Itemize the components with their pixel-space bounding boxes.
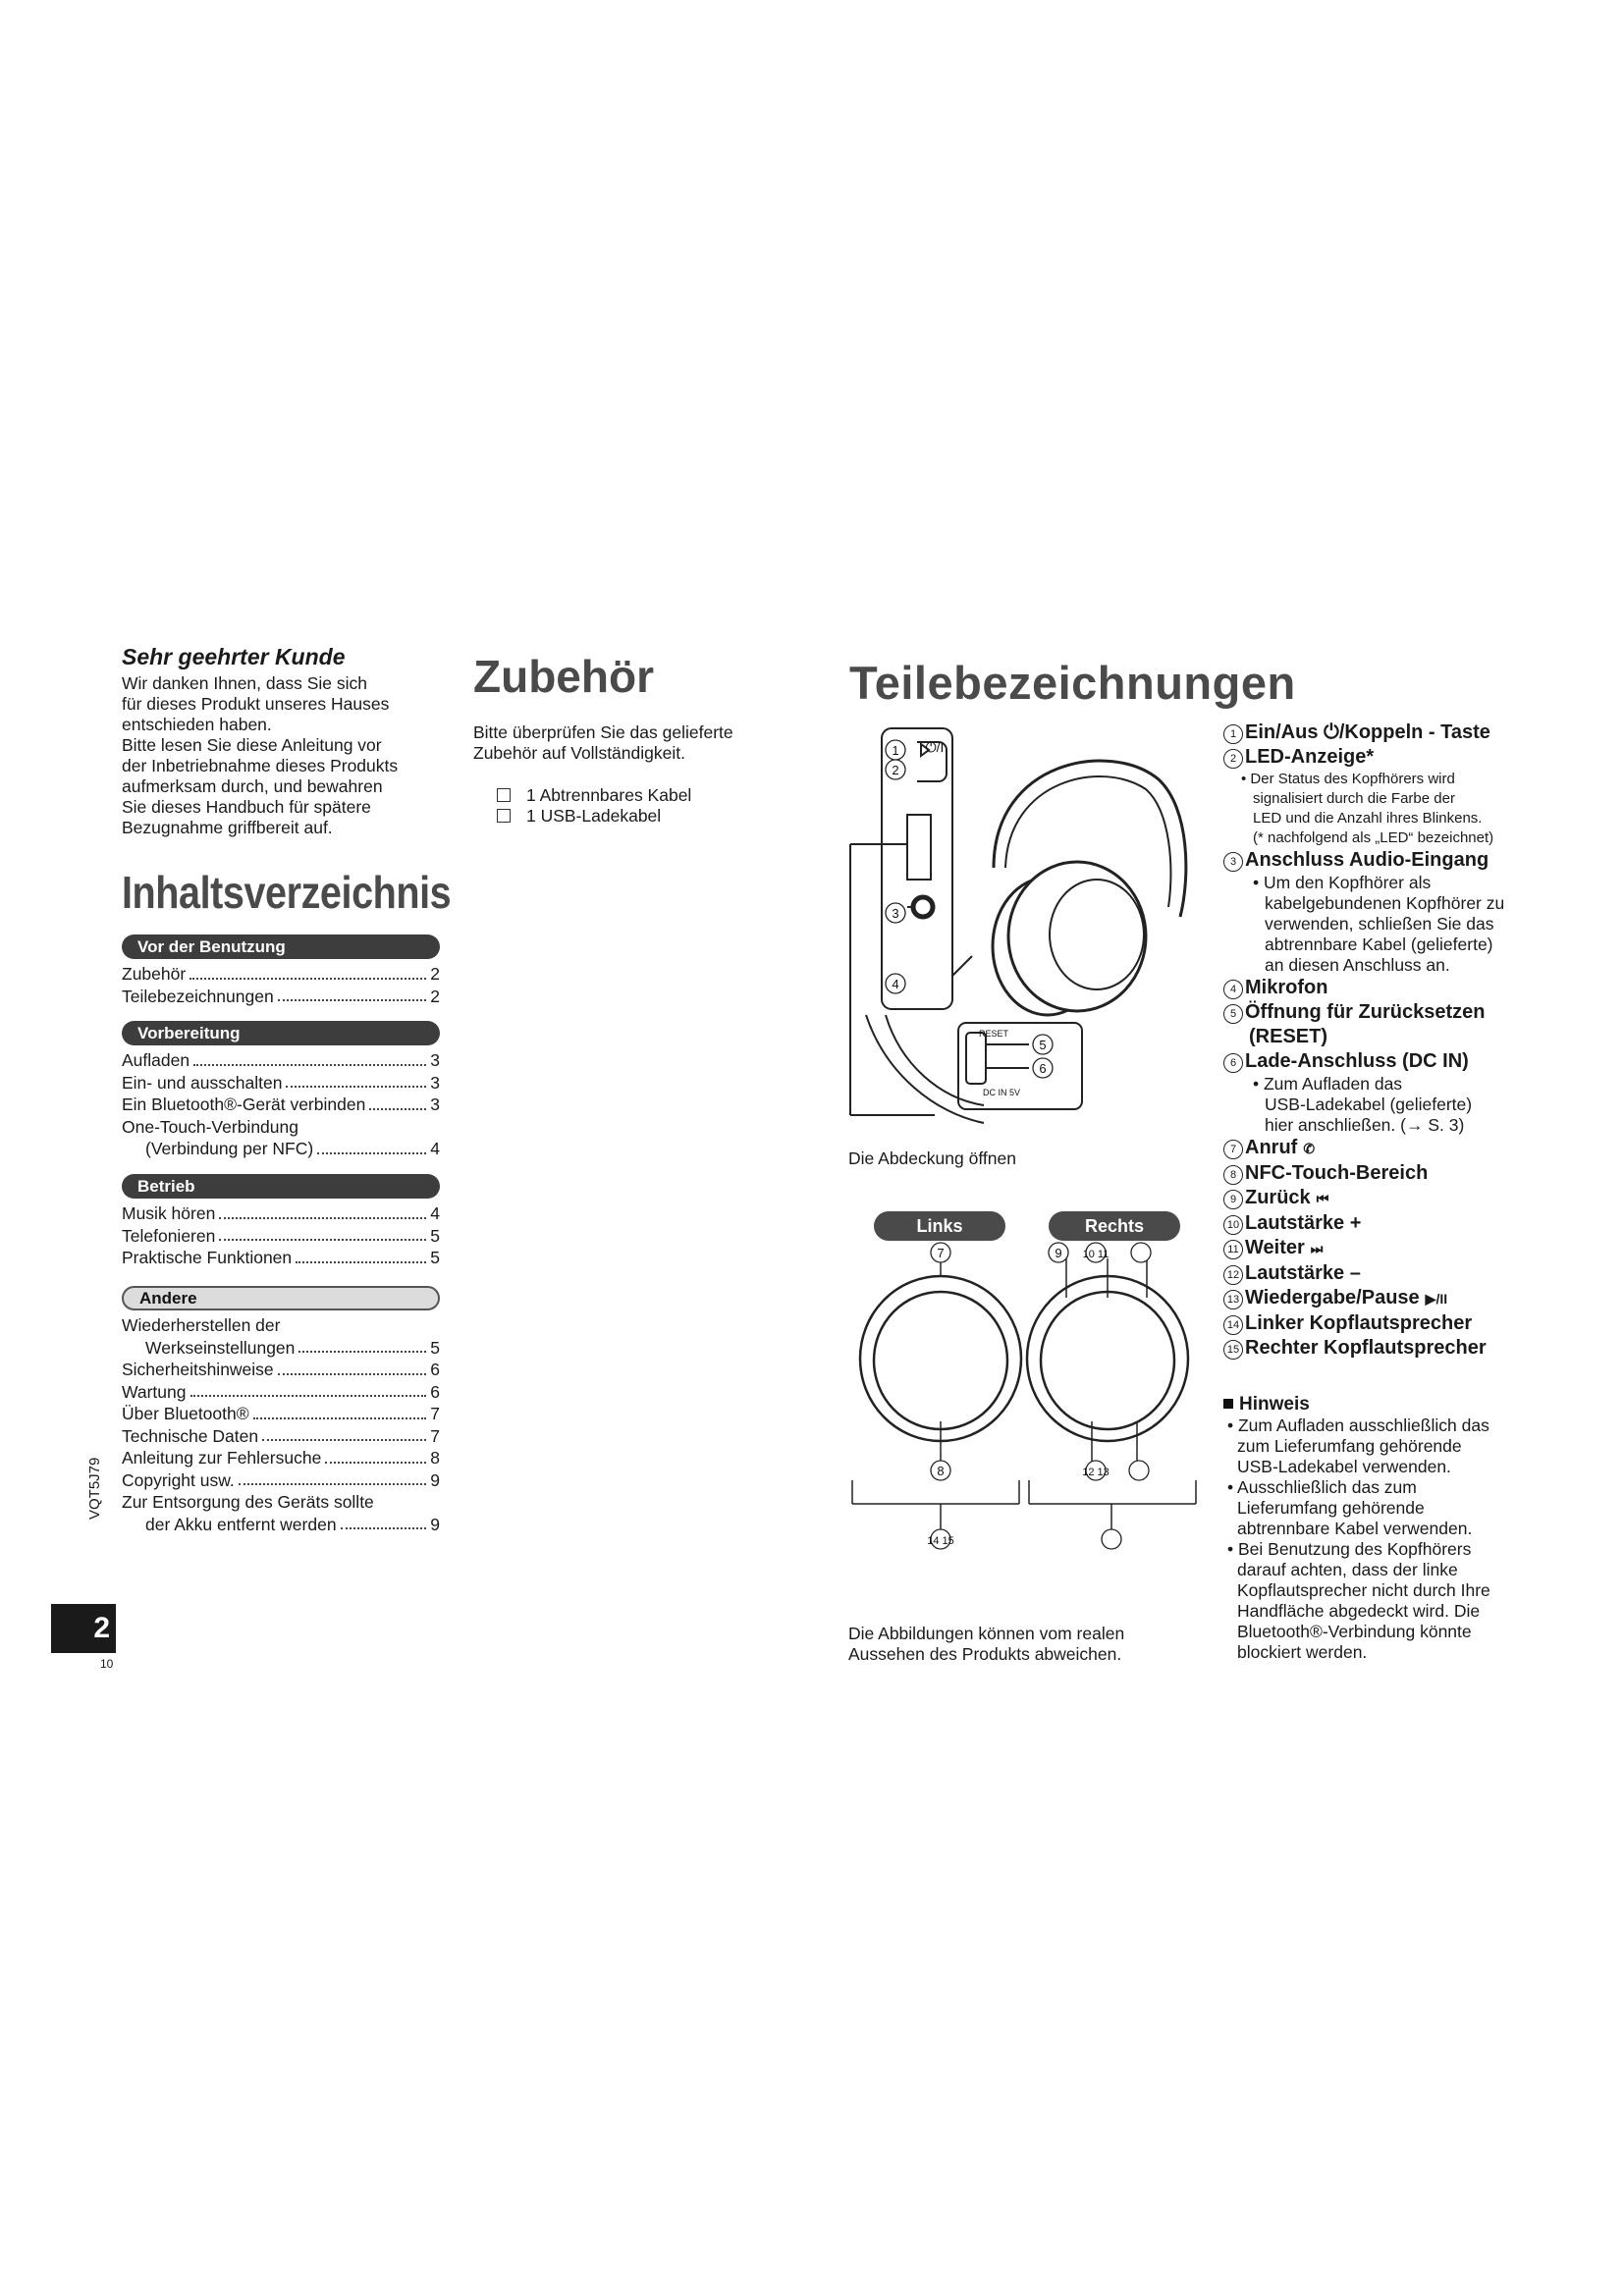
toc-entry[interactable]: One-Touch-Verbindung <box>122 1116 298 1137</box>
toc-section-vorbereitung <box>122 1021 440 1160</box>
hinweis-item: • Bei Benutzung des Kopfhörers darauf achten, dass der linke Kopflautsprecher nicht durch Ihre Handfläche abgedeckt wird. Die Bluetooth®-Verbindung könnte blockiert werden. <box>1227 1539 1490 1662</box>
label-rechts: Rechts <box>1049 1211 1180 1241</box>
toc-entry[interactable]: Werkseinstellungen 5 <box>145 1337 440 1358</box>
toc-entry[interactable]: der Akku entfernt werden 9 <box>145 1514 440 1534</box>
note-audio: • Um den Kopfhörer als kabelgebundenen Kopfhörer zu verwenden, schließen Sie das abtrennbare Kabel (gelieferte) an diesen Anschluss an. <box>1253 873 1505 975</box>
previous-icon: ⏮ <box>1316 1191 1329 1206</box>
toc-entry[interactable]: Ein Bluetooth®-Gerät verbinden 3 <box>122 1095 440 1114</box>
callout-5: 5 <box>1039 1038 1047 1052</box>
phone-icon: ✆ <box>1303 1141 1316 1156</box>
part-item-3: 3 Anschluss Audio-Eingang <box>1223 848 1528 873</box>
toc-section-header: Andere <box>122 1286 440 1310</box>
toc-entry[interactable]: Ein- und ausschalten 3 <box>122 1072 440 1093</box>
toc-section-header: Vor der Benutzung <box>122 934 440 959</box>
part-item-14: 14 Linker Kopflautsprecher <box>1223 1311 1528 1336</box>
toc-entry[interactable]: Zur Entsorgung des Geräts sollte <box>122 1492 374 1512</box>
callout-3: 3 <box>892 906 899 921</box>
part-item-13: 13 Wiedergabe/Pause ▶/II <box>1223 1286 1528 1311</box>
toc-entry[interactable]: Anleitung zur Fehlersuche 8 <box>122 1448 440 1468</box>
part-item-5-cont: (RESET) <box>1249 1026 1327 1047</box>
part-item-4: 4 Mikrofon <box>1223 976 1528 1000</box>
label-links: Links <box>874 1211 1005 1241</box>
part-item-12: 12 Lautstärke – <box>1223 1261 1528 1286</box>
callout-6: 6 <box>1039 1061 1047 1076</box>
toc-entry[interactable]: Praktische Funktionen 5 <box>122 1248 440 1267</box>
checkbox-icon <box>497 788 511 802</box>
toc-section-vor-der-benutzung <box>122 934 440 1007</box>
toc-entry[interactable]: (Verbindung per NFC) 4 <box>145 1139 440 1158</box>
parts-list <box>1223 721 1528 1361</box>
reset-label: RESET <box>978 1029 1009 1039</box>
toc-section-andere <box>122 1286 440 1535</box>
power-label: ⏻/I <box>925 739 945 755</box>
part-item-11: 11 Weiter ⏭ <box>1223 1236 1528 1261</box>
toc-entry[interactable]: Sicherheitshinweise 6 <box>122 1360 440 1379</box>
teile-title: Teilebezeichnungen <box>849 657 1296 709</box>
list-item: 1 Abtrennbares Kabel <box>497 785 691 806</box>
part-item-10: 10 Lautstärke + <box>1223 1211 1528 1236</box>
zubehoer-list <box>497 785 691 827</box>
toc-section-header: Betrieb <box>122 1174 440 1199</box>
hinweis-item: • Zum Aufladen ausschließlich das zum Lieferumfang gehörende USB-Ladekabel verwenden. <box>1227 1415 1489 1476</box>
callout-4: 4 <box>892 977 899 991</box>
part-item-2: 2 LED-Anzeige* <box>1223 745 1528 770</box>
toc-entry[interactable]: Wiederherstellen der <box>122 1315 281 1335</box>
caption-cover: Die Abdeckung öffnen <box>848 1148 1016 1168</box>
page-number: 2 <box>51 1604 116 1653</box>
callout-10-11: 10 11 <box>1082 1249 1110 1260</box>
part-item-1: 1 Ein/Aus ⏻/Koppeln - Taste <box>1223 721 1528 745</box>
callout-9: 9 <box>1055 1246 1062 1260</box>
toc-entry[interactable]: Wartung 6 <box>122 1381 440 1402</box>
next-icon: ⏭ <box>1310 1241 1324 1256</box>
hinweis-title: Hinweis <box>1223 1394 1528 1415</box>
callout-2: 2 <box>892 763 899 777</box>
part-item-5: 5 Öffnung für Zurücksetzen <box>1223 1000 1528 1025</box>
callout-7: 7 <box>937 1246 945 1260</box>
part-item-7: 7 Anruf ✆ <box>1223 1136 1528 1161</box>
callout-14-15: 14 15 <box>927 1535 954 1547</box>
toc-section-betrieb <box>122 1174 440 1269</box>
dcin-label: DC IN 5V <box>982 1088 1021 1097</box>
list-item: 1 USB-Ladekabel <box>497 806 691 827</box>
toc-entry[interactable]: Musik hören 4 <box>122 1203 440 1223</box>
sub-page-number: 10 <box>100 1657 114 1671</box>
callout-1: 1 <box>892 743 899 758</box>
toc-entry[interactable]: Technische Daten 7 <box>122 1425 440 1446</box>
caption-bottom: Die Abbildungen können vom realen Aussehen des Produkts abweichen. <box>848 1624 1125 1664</box>
zubehoer-title: Zubehör <box>473 651 654 702</box>
checkbox-icon <box>497 809 511 823</box>
earcup-front-diagram <box>846 1239 1200 1563</box>
part-item-6: 6 Lade-Anschluss (DC IN) <box>1223 1049 1528 1074</box>
document-code: VQT5J79 <box>86 1457 103 1520</box>
zubehoer-body: Bitte überprüfen Sie das gelieferte Zubehör auf Vollständigkeit. <box>473 722 733 763</box>
part-item-9: 9 Zurück ⏮ <box>1223 1186 1528 1211</box>
part-item-8: 8 NFC-Touch-Bereich <box>1223 1161 1528 1186</box>
callout-12-13: 12 13 <box>1082 1467 1110 1478</box>
part-item-15: 15 Rechter Kopflautsprecher <box>1223 1336 1528 1361</box>
hinweis-section <box>1223 1394 1528 1663</box>
toc-entry[interactable]: Telefonieren 5 <box>122 1225 440 1246</box>
toc-title: Inhaltsverzeichnis <box>122 867 452 918</box>
greeting-title: Sehr geehrter Kunde <box>122 644 346 669</box>
toc-entry[interactable]: Zubehör 2 <box>122 964 440 984</box>
square-bullet-icon <box>1223 1399 1233 1409</box>
headphone-side-diagram <box>846 721 1200 1152</box>
toc-entry[interactable]: Aufladen 3 <box>122 1050 440 1070</box>
callout-8: 8 <box>937 1464 945 1478</box>
toc-section-header: Vorbereitung <box>122 1021 440 1045</box>
play-pause-icon: ▶/II <box>1425 1291 1448 1307</box>
note-led: • Der Status des Kopfhörers wird signalisiert durch die Farbe der LED und die Anzahl ihres Blinkens. (* nachfolgend als „LED“ bezeichnet) <box>1241 771 1494 846</box>
greeting-body: Wir danken Ihnen, dass Sie sich für dieses Produkt unseres Hauses entschieden haben. Bitte lesen Sie diese Anleitung vor der Inbetriebnahme dieses Produkts aufmerksam durch, und bewahren Sie dieses Handbuch für spätere Bezugnahme griffbereit auf. <box>122 673 399 837</box>
hinweis-item: • Ausschließlich das zum Lieferumfang gehörende abtrennbare Kabel verwenden. <box>1227 1477 1473 1538</box>
toc-entry[interactable]: Teilebezeichnungen 2 <box>122 986 440 1006</box>
toc-entry[interactable]: Copyright usw. 9 <box>122 1469 440 1490</box>
toc-entry[interactable]: Über Bluetooth® 7 <box>122 1404 440 1423</box>
note-dcin: • Zum Aufladen das USB-Ladekabel (gelieferte) hier anschließen. (→ S. 3) <box>1253 1074 1473 1135</box>
